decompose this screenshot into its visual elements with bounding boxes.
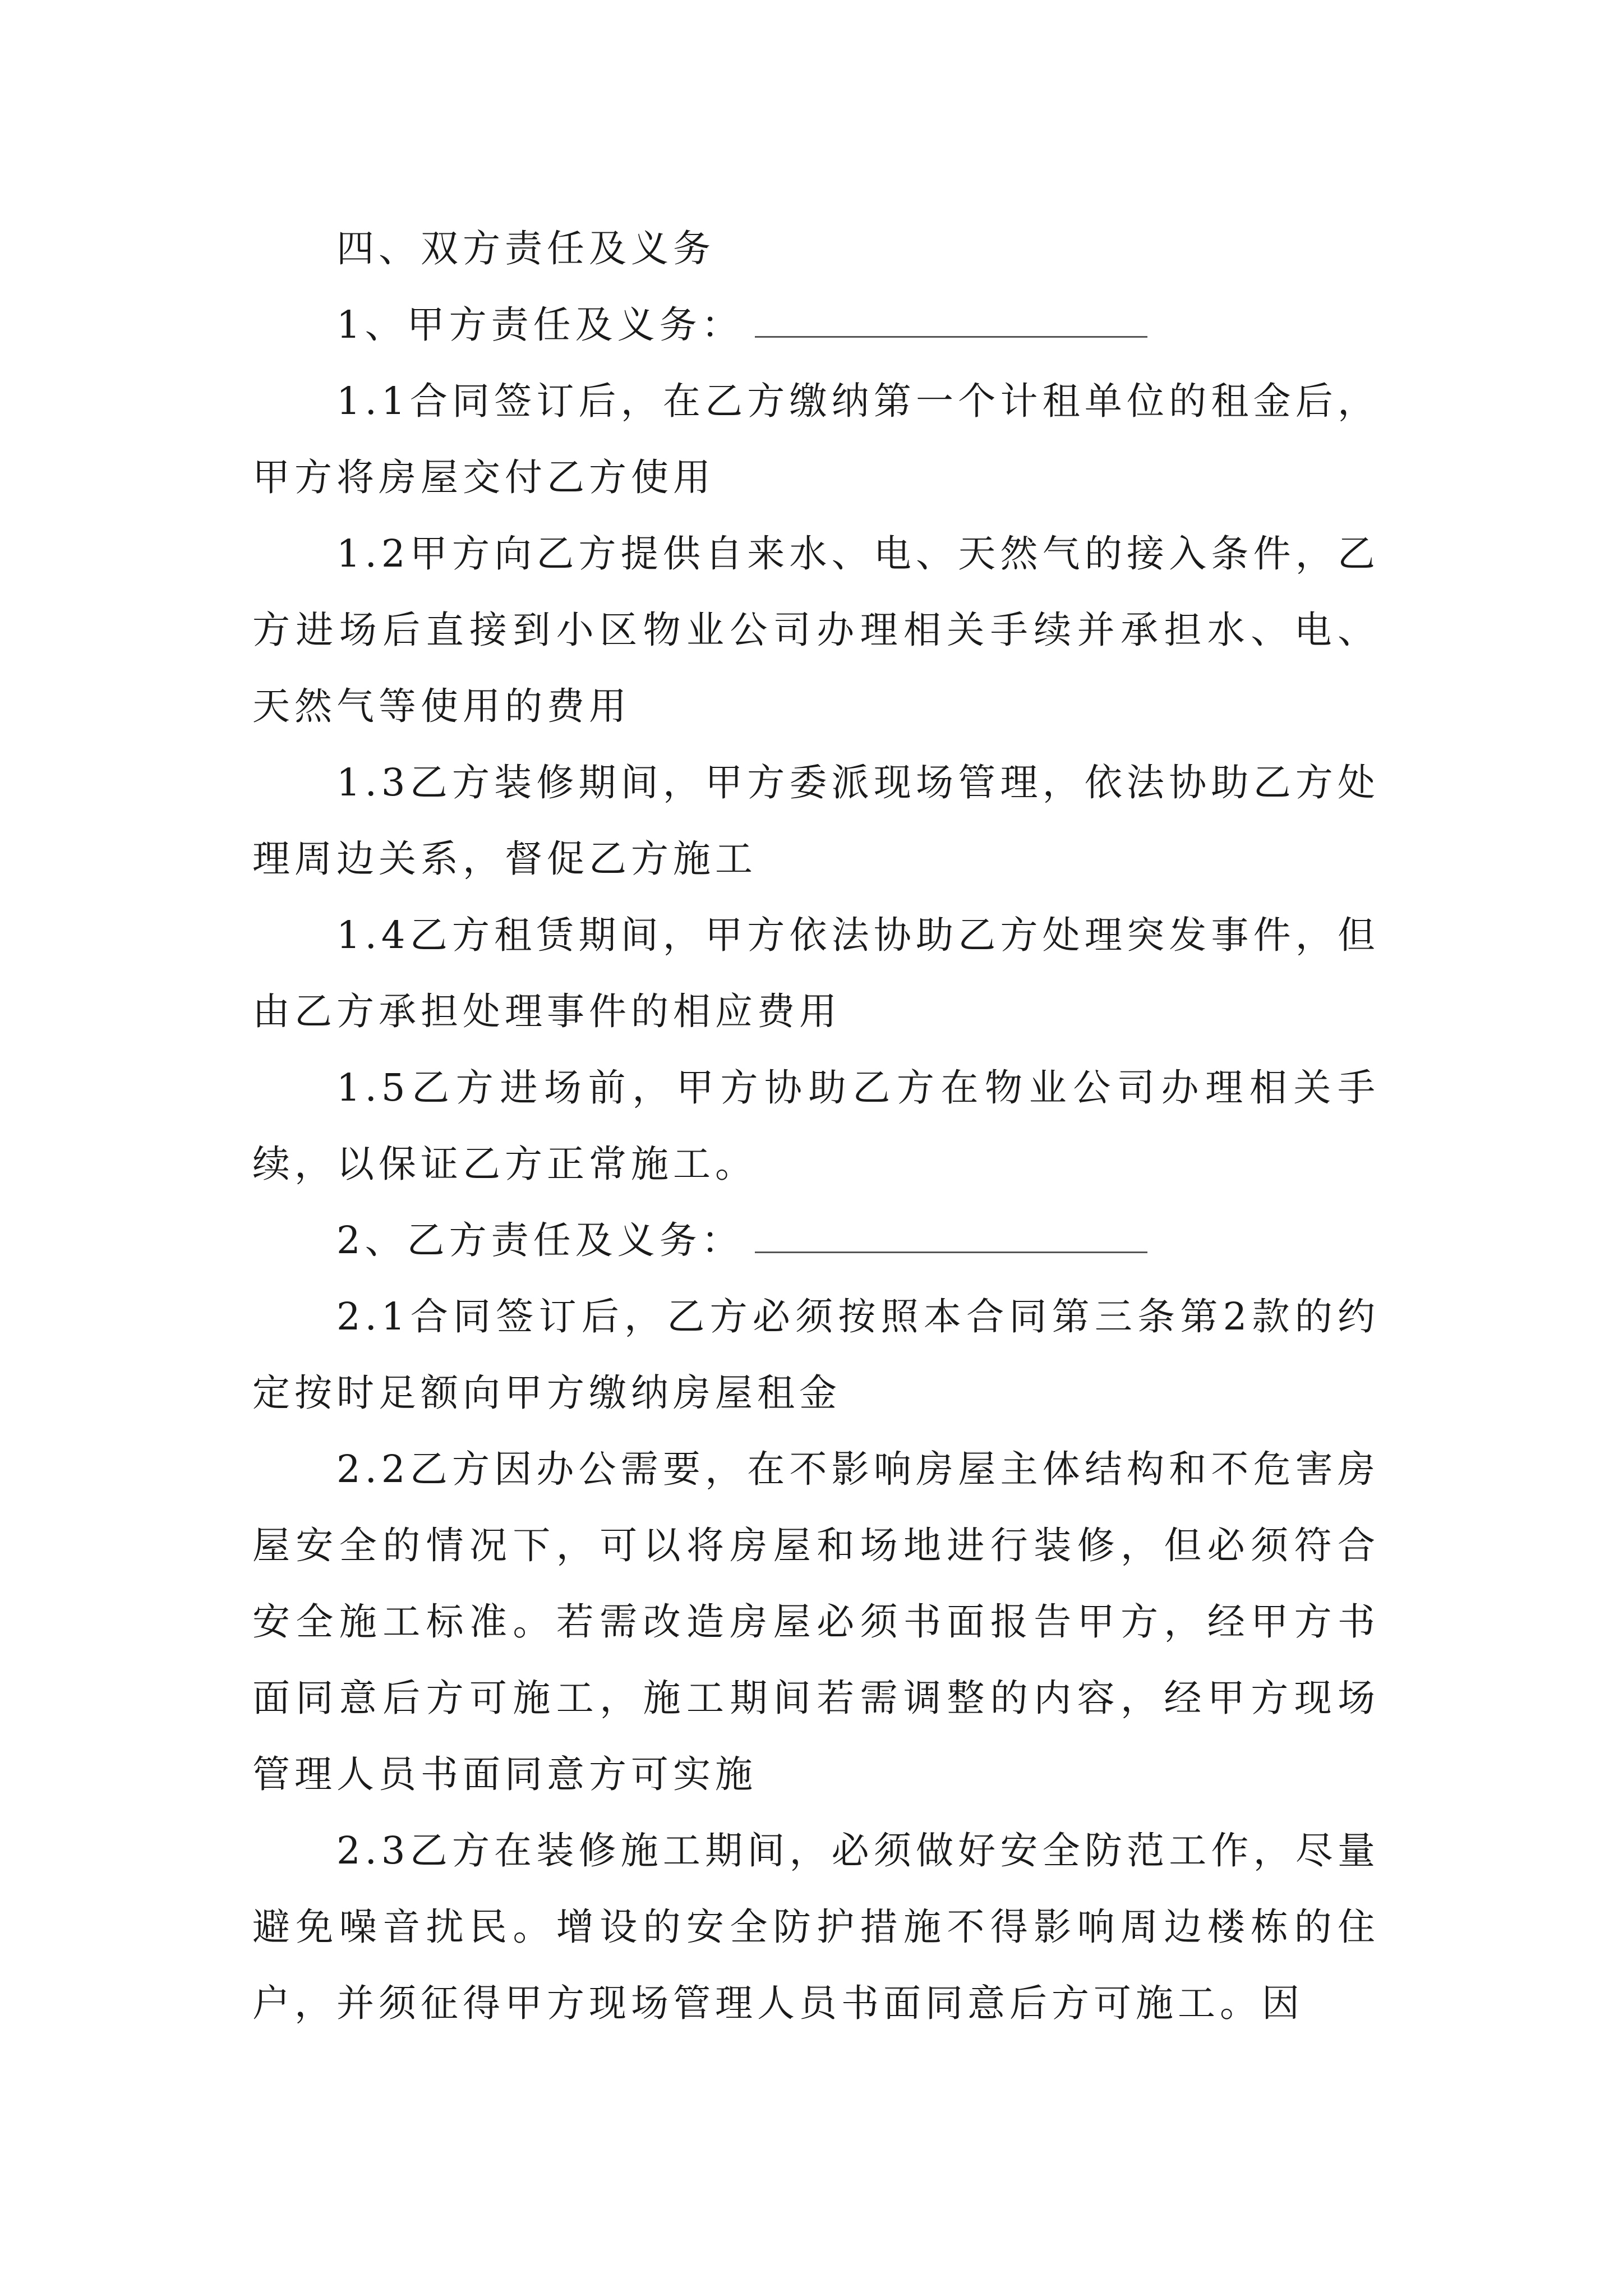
clause-2-2: 2.2乙方因办公需要，在不影响房屋主体结构和不危害房屋安全的情况下，可以将房屋和场地进行装修，但必须符合安全施工标准。若需改造房屋必须书面报告甲方，经甲方书面同意后方可施工，施工期间若需调整的内容，经甲方现场管理人员书面同意方可实施 — [252, 1447, 1380, 1796]
clause-2-1: 2.1合同签订后，乙方必须按照本合同第三条第2款的约定按时足额向甲方缴纳房屋租金 — [252, 1295, 1380, 1415]
clause-1-4: 1.4乙方租赁期间，甲方依法协助乙方处理突发事件，但由乙方承担处理事件的相应费用 — [252, 913, 1380, 1033]
party-b-duties-title: 2、乙方责任及义务： — [336, 1218, 744, 1262]
party-a-blank-line — [755, 302, 1147, 338]
party-b-blank-line — [755, 1218, 1147, 1253]
clause-2-3: 2.3乙方在装修施工期间，必须做好安全防范工作，尽量避免噪音扰民。增设的安全防护措施不得影响周边楼栋的住户，并须征得甲方现场管理人员书面同意后方可施工。因 — [252, 1829, 1380, 2025]
party-a-duties-title-line — [252, 287, 1380, 363]
clause-1-2: 1.2甲方向乙方提供自来水、电、天然气的接入条件，乙方进场后直接到小区物业公司办理相关手续并承担水、电、天然气等使用的费用 — [252, 532, 1380, 728]
party-b-duties-title-line — [252, 1202, 1380, 1278]
clause-1-3: 1.3乙方装修期间，甲方委派现场管理，依法协助乙方处理周边关系，督促乙方施工 — [252, 761, 1380, 881]
clause-1-1: 1.1合同签订后，在乙方缴纳第一个计租单位的租金后，甲方将房屋交付乙方使用 — [252, 379, 1380, 499]
section-heading: 四、双方责任及义务 — [336, 227, 715, 270]
party-a-duties-title: 1、甲方责任及义务： — [336, 303, 744, 347]
clause-1-5: 1.5乙方进场前，甲方协助乙方在物业公司办理相关手续，以保证乙方正常施工。 — [252, 1066, 1380, 1186]
document-body — [252, 210, 1380, 2041]
